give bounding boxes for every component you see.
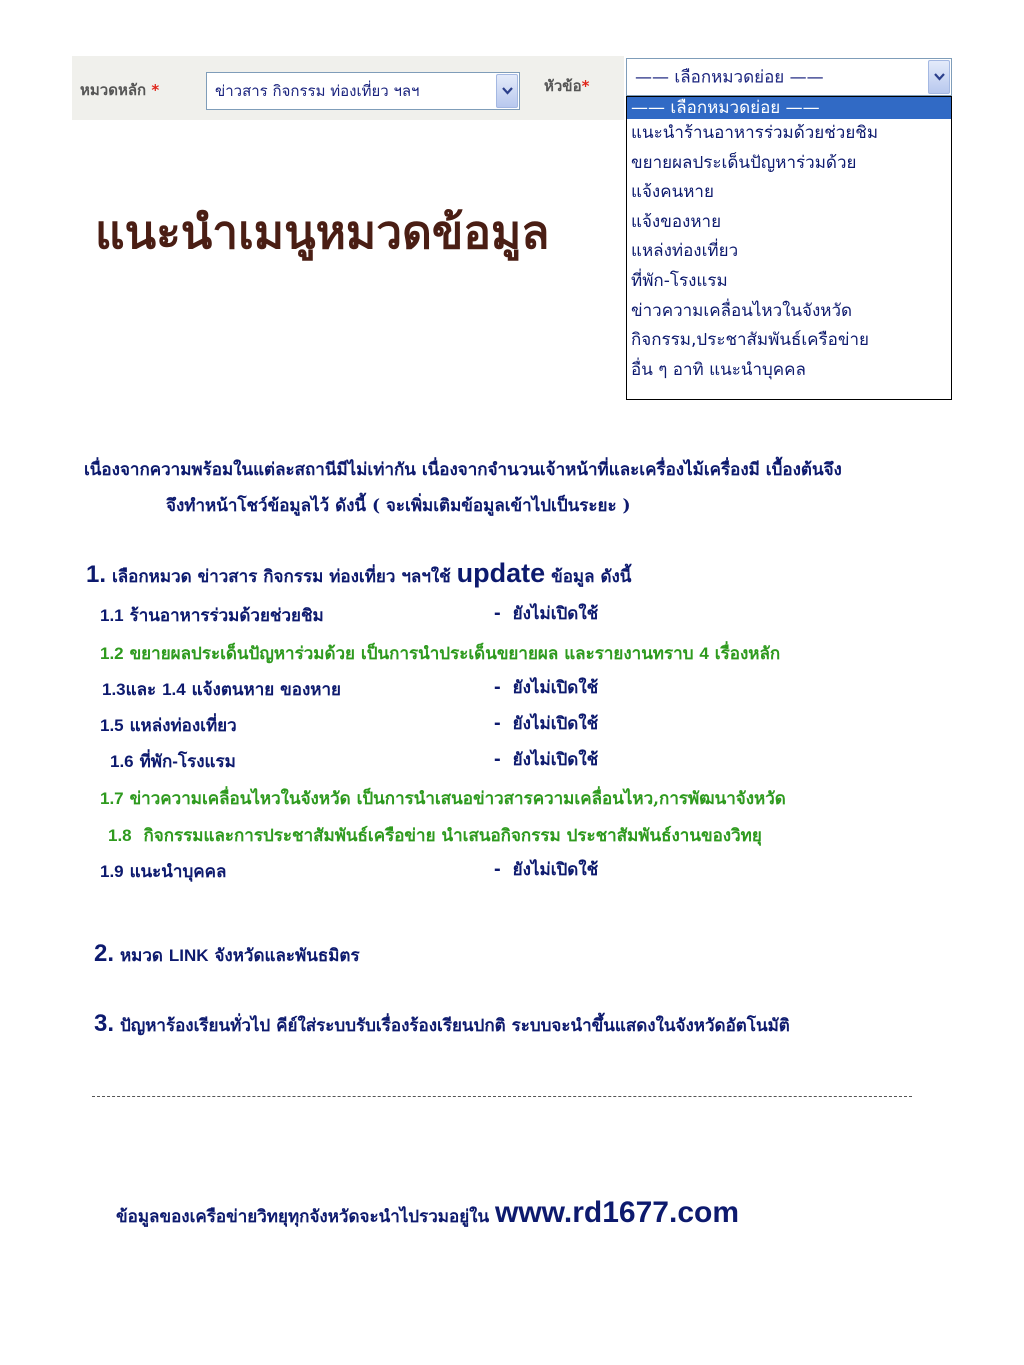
item-status: - ยังไม่เปิดใช้ [494,676,599,698]
list-item: 1.3และ 1.4 แจ้งตนหาย ของหาย [102,680,341,700]
list-item: 1.6 ที่พัก-โรงแรม [110,752,236,772]
footer-note: ข้อมูลของเครือข่ายวิทยุทุกจังหวัดจะนำไปรวมอยู่ใน www.rd1677.com [116,1196,739,1229]
dropdown-option[interactable]: ที่พัก-โรงแรม [631,270,728,291]
dropdown-option[interactable]: อื่น ๆ อาทิ แนะนำบุคคล [631,359,806,380]
topic-value: —— เลือกหมวดย่อย —— [635,67,824,88]
list-item: 1.7 ข่าวความเคลื่อนไหวในจังหวัด เป็นการนำเสนอข่าวสารความเคลื่อนไหว,การพัฒนาจังหวัด [100,789,786,809]
list-item: 1.1 ร้านอาหารร่วมด้วยช่วยชิม [100,606,324,626]
section-1-number: 1. [86,561,107,588]
dropdown-option[interactable]: แหล่งท่องเที่ยว [631,241,739,262]
dropdown-option[interactable]: กิจกรรม,ประชาสัมพันธ์เครือข่าย [631,330,869,351]
topic-select[interactable] [626,58,952,96]
item-status: - ยังไม่เปิดใช้ [494,748,599,770]
main-category-label: หมวดหลัก * [80,81,160,99]
dropdown-option[interactable]: แนะนำร้านอาหารร่วมด้วยช่วยชิม [631,123,879,143]
intro-line-2: จึงทำหน้าโชว์ข้อมูลไว้ ดังนี้ ( จะเพิ่มเติมข้อมูลเข้าไปเป็นระยะ ) [166,496,631,516]
chevron-down-icon[interactable] [496,74,518,108]
list-item: 1.5 แหล่งท่องเที่ยว [100,716,237,736]
list-item: 1.9 แนะนำบุคคล [100,862,227,882]
dropdown-option[interactable]: ขยายผลประเด็นปัญหาร่วมด้วย [631,152,857,173]
main-category-select[interactable] [206,72,520,110]
dropdown-option[interactable]: ข่าวความเคลื่อนไหวในจังหวัด [631,300,853,321]
website-link[interactable]: www.rd1677.com [495,1196,739,1229]
dropdown-option[interactable]: แจ้งคนหาย [631,182,714,203]
chevron-down-icon[interactable] [928,60,950,94]
item-status: - ยังไม่เปิดใช้ [494,602,599,624]
main-category-value: ข่าวสาร กิจกรรม ท่องเที่ยว ฯลฯ [215,82,420,100]
section-2-heading: 2. หมวด LINK จังหวัดและพันธมิตร [94,940,360,967]
page-title: แนะนำเมนูหมวดข้อมูล [95,205,550,259]
topic-label: หัวข้อ* [544,77,590,95]
section-3-heading: 3. ปัญหาร้องเรียนทั่วไป คีย์ใส่ระบบรับเรื่องร้องเรียนปกติ ระบบจะนำขึ้นแสดงในจังหวัดอัตโนมัติ [94,1010,790,1037]
intro-line-1: เนื่องจากความพร้อมในแต่ละสถานีมีไม่เท่ากัน เนื่องจากจำนวนเจ้าหน้าที่และเครื่องไม้เครื่องมี เบื้องต้นจึง [84,460,842,480]
dropdown-option[interactable]: —— เลือกหมวดย่อย —— [627,97,951,119]
list-item: 1.2 ขยายผลประเด็นปัญหาร่วมด้วย เป็นการนำประเด็นขยายผล และรายงานทราบ 4 เรื่องหลัก [100,644,781,664]
item-status: - ยังไม่เปิดใช้ [494,712,599,734]
topic-dropdown-list [626,96,952,400]
update-word: update [456,558,546,588]
section-1-heading: 1. เลือกหมวด ข่าวสาร กิจกรรม ท่องเที่ยว ฯลฯใช้ update ข้อมูล ดังนี้ [86,558,632,588]
list-item: 1.8 กิจกรรมและการประชาสัมพันธ์เครือข่าย นำเสนอกิจกรรม ประชาสัมพันธ์งานของวิทยุ [108,826,762,846]
dropdown-option[interactable]: แจ้งของหาย [631,211,722,232]
dashed-divider [92,1096,912,1097]
item-status: - ยังไม่เปิดใช้ [494,858,599,880]
